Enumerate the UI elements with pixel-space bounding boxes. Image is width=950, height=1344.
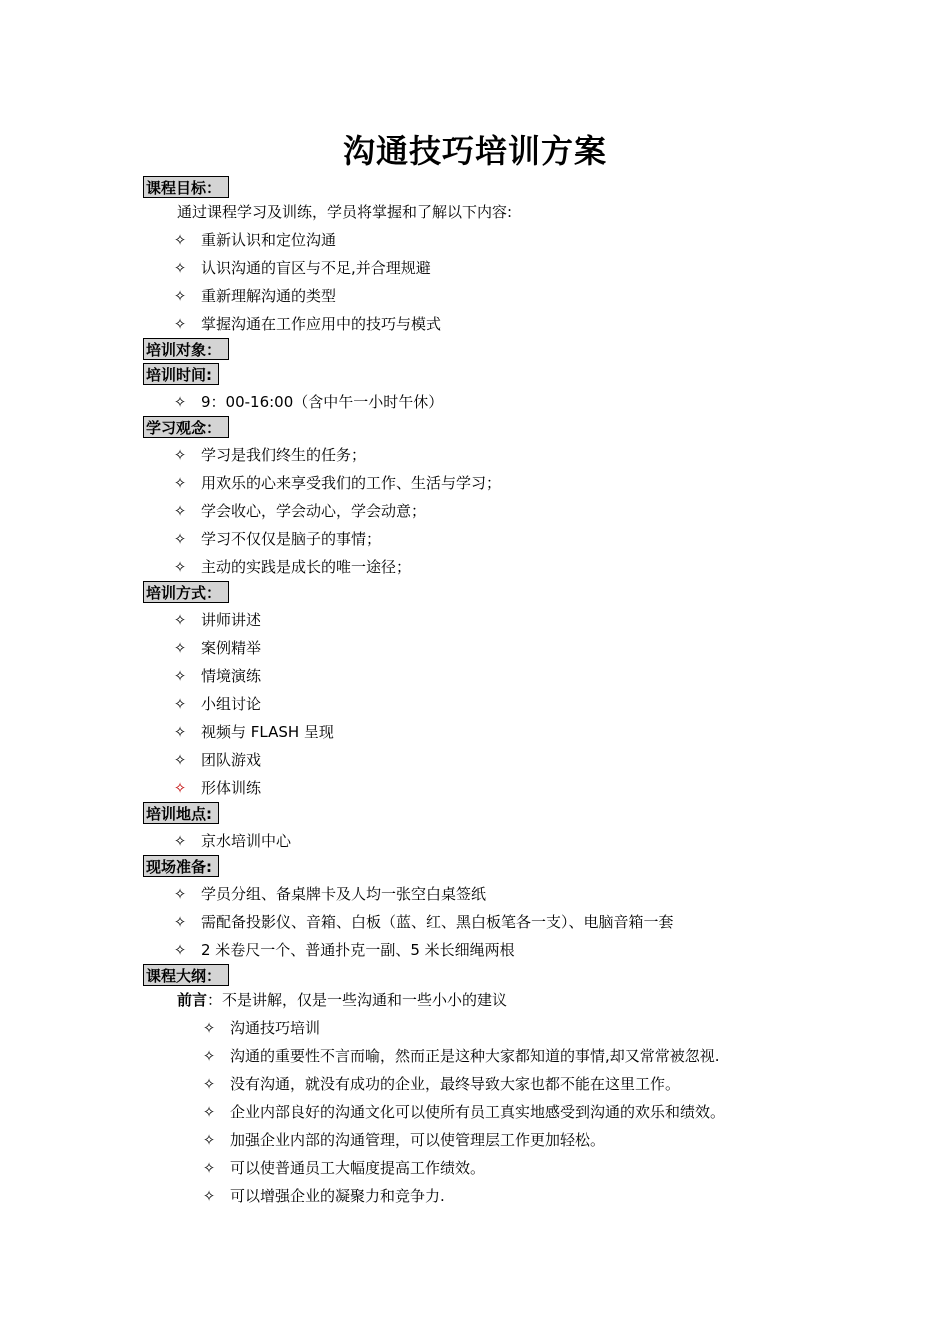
- list-item-text: 加强企业内部的沟通管理，可以使管理层工作更加轻松。: [230, 1131, 606, 1149]
- bullet-icon: ✧: [173, 779, 187, 797]
- list-item-text: 主动的实践是成长的唯一途径；: [201, 558, 412, 576]
- bullet-icon: ✧: [173, 287, 187, 305]
- list-item-text: 讲师讲述: [201, 611, 262, 629]
- bullet-icon: ✧: [202, 1131, 216, 1149]
- list-item-text: 形体训练: [201, 779, 262, 797]
- list-item-text: 案例精举: [201, 639, 262, 657]
- bullet-icon: ✧: [173, 446, 187, 464]
- bullet-icon: ✧: [173, 751, 187, 769]
- document-title: 沟通技巧培训方案: [342, 132, 607, 170]
- list-item-text: 京水培训中心: [201, 832, 292, 850]
- list-item-text: 企业内部良好的沟通文化可以使所有员工真实地感受到沟通的欢乐和绩效。: [230, 1103, 726, 1121]
- outline-preface: [177, 989, 507, 1011]
- list-item-text: 2 米卷尺一个、普通扑克一副、5 米长细绳两根: [201, 941, 515, 959]
- list-item-text: 沟通的重要性不言而喻，然而正是这种大家都知道的事情,却又常常被忽视.: [230, 1047, 720, 1065]
- bullet-icon: ✧: [173, 695, 187, 713]
- list-item-text: 认识沟通的盲区与不足,并合理规避: [201, 259, 431, 277]
- section-heading-prep: 现场准备:: [143, 855, 219, 877]
- bullet-icon: ✧: [173, 941, 187, 959]
- list-item-text: 沟通技巧培训: [230, 1019, 321, 1037]
- bullet-icon: ✧: [173, 530, 187, 548]
- section-heading-outline: 课程大纲：: [143, 964, 229, 986]
- bullet-icon: ✧: [173, 611, 187, 629]
- bullet-icon: ✧: [202, 1019, 216, 1037]
- list-item-text: 学习是我们终生的任务；: [201, 446, 367, 464]
- list-item-text: 需配备投影仪、音箱、白板（蓝、红、黑白板笔各一支）、电脑音箱一套: [201, 913, 674, 931]
- section-heading-time: 培训时间:: [143, 363, 219, 385]
- bullet-icon: ✧: [173, 913, 187, 931]
- bullet-icon: ✧: [173, 667, 187, 685]
- bullet-icon: ✧: [173, 832, 187, 850]
- bullet-icon: ✧: [173, 231, 187, 249]
- list-item-text: 重新理解沟通的类型: [201, 287, 337, 305]
- preface-text: ：不是讲解，仅是一些沟通和一些小小的建议: [207, 991, 508, 1009]
- bullet-icon: ✧: [202, 1159, 216, 1177]
- list-item-text: 掌握沟通在工作应用中的技巧与模式: [201, 315, 442, 333]
- list-item-text: 视频与 FLASH 呈现: [201, 723, 334, 741]
- bullet-icon: ✧: [202, 1075, 216, 1093]
- bullet-icon: ✧: [173, 885, 187, 903]
- list-item-text: 可以增强企业的凝聚力和竞争力.: [230, 1187, 445, 1205]
- bullet-icon: ✧: [173, 502, 187, 520]
- section-heading-method: 培训方式：: [143, 581, 229, 603]
- bullet-icon: ✧: [173, 723, 187, 741]
- list-item-text: 可以使普通员工大幅度提高工作绩效。: [230, 1159, 486, 1177]
- preface-label: 前言: [177, 991, 208, 1009]
- list-item-text: 9：00-16:00（含中午一小时午休）: [201, 393, 444, 411]
- bullet-icon: ✧: [173, 259, 187, 277]
- bullet-icon: ✧: [202, 1103, 216, 1121]
- section-heading-concept: 学习观念：: [143, 416, 229, 438]
- list-item-text: 用欢乐的心来享受我们的工作、生活与学习；: [201, 474, 502, 492]
- bullet-icon: ✧: [173, 639, 187, 657]
- bullet-icon: ✧: [173, 474, 187, 492]
- list-item-text: 没有沟通，就没有成功的企业，最终导致大家也都不能在这里工作。: [230, 1075, 681, 1093]
- section-heading-goal: 课程目标：: [143, 176, 229, 198]
- list-item-text: 情境演练: [201, 667, 262, 685]
- bullet-icon: ✧: [173, 558, 187, 576]
- section-heading-target: 培训对象：: [143, 338, 229, 360]
- list-item-text: 重新认识和定位沟通: [201, 231, 337, 249]
- section-heading-location: 培训地点:: [143, 802, 219, 824]
- goal-intro: 通过课程学习及训练，学员将掌握和了解以下内容:: [177, 203, 513, 221]
- bullet-icon: ✧: [202, 1047, 216, 1065]
- list-item-text: 学会收心，学会动心，学会动意；: [201, 502, 427, 520]
- bullet-icon: ✧: [173, 393, 187, 411]
- list-item-text: 学员分组、备桌牌卡及人均一张空白桌签纸: [201, 885, 487, 903]
- bullet-icon: ✧: [202, 1187, 216, 1205]
- list-item-text: 小组讨论: [201, 695, 262, 713]
- list-item-text: 学习不仅仅是脑子的事情；: [201, 530, 382, 548]
- bullet-icon: ✧: [173, 315, 187, 333]
- list-item-text: 团队游戏: [201, 751, 262, 769]
